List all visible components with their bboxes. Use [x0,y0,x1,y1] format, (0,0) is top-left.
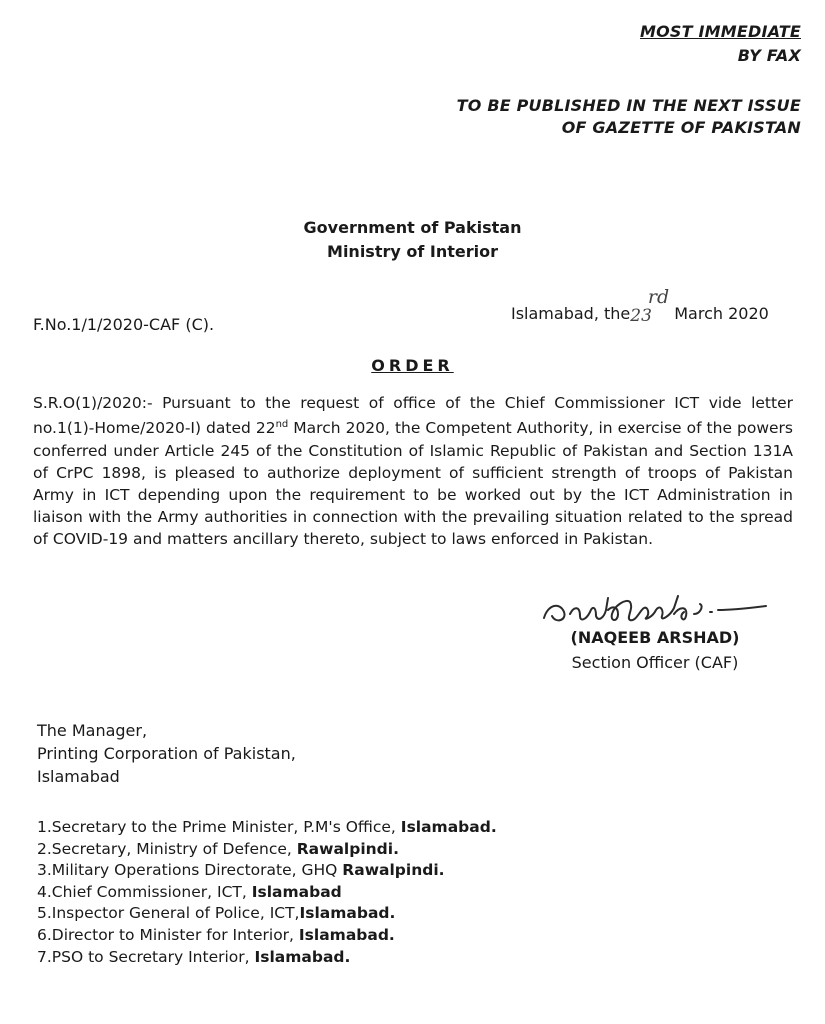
publish-notice-line1: TO BE PUBLISHED IN THE NEXT ISSUE [456,96,801,115]
list-item [37,925,497,947]
addressee-line2: Printing Corporation of Pakistan, [37,744,296,763]
issue-date [511,286,769,326]
list-item-place: Islamabad. [254,947,351,966]
order-heading: ORDER [371,356,454,375]
order-body-part2: March 2020, the Competent Authority, in exercise of the powers conferred under Article 245 of the Constitution of Islamic Republic of Pakistan and Section 131A of CrPC 1898, is pleased to authorize deployment of sufficient strength of troops of Pakistan Army in ICT depending upon the requirement to be worked out by the ICT Administration in liaison with the Army authorities in connection with the prevailing situation related to the spread of COVID-19 and matters ancillary thereto, subject to laws enforced in Pakistan. [33,419,793,549]
list-item-place: Islamabad. [299,904,396,923]
list-item-text: 1.Secretary to the Prime Minister, P.M's Office, [37,818,401,836]
ministry-heading: Ministry of Interior [327,242,498,261]
list-item-place: Islamabad [251,882,342,901]
signature-block [520,592,790,672]
most-immediate-label: MOST IMMEDIATE [640,22,801,41]
list-item-place: Rawalpindi. [296,839,399,858]
order-body-superscript: nd [275,419,289,431]
list-item-text: 6.Director to Minister for Interior, [37,925,299,944]
list-item-place: Rawalpindi. [342,861,445,880]
by-fax-label: BY FAX [737,46,801,65]
list-item [37,882,497,904]
distribution-list [37,817,497,968]
file-number: F.No.1/1/2020-CAF (C). [33,315,215,334]
handwritten-signature [534,592,774,632]
addressee-line3: Islamabad [37,767,120,786]
date-suffix: March 2020 [674,304,769,323]
government-heading: Government of Pakistan [303,218,522,237]
list-item-text: 7.PSO to Secretary Interior, [37,947,255,966]
list-item-text: 5.Inspector General of Police, ICT, [37,904,300,923]
date-day-handwritten: 23 [630,306,652,326]
list-item [37,839,497,861]
signatory-designation: Section Officer (CAF) [571,653,739,672]
addressee-block [37,719,296,788]
list-item-place: Islamabad. [400,818,497,836]
list-item-text: 2.Secretary, Ministry of Defence, [37,839,297,858]
list-item [37,947,497,969]
date-day-suffix-handwritten: rd [647,286,670,308]
list-item-place: Islamabad. [298,925,395,944]
order-body [33,392,793,551]
list-item-text: 4.Chief Commissioner, ICT, [37,882,252,901]
addressee-line1: The Manager, [37,721,148,740]
list-item [37,817,497,839]
list-item [37,903,497,925]
signatory-name: (NAQEEB ARSHAD) [570,628,740,647]
list-item-text: 3.Military Operations Directorate, GHQ [37,861,343,880]
publish-notice-line2: OF GAZETTE OF PAKISTAN [561,118,801,137]
order-body-part1: S.R.O(1)/2020:- Pursuant to the request of office of the Chief Commissioner ICT vide letter no.1(1)-Home/2020-I) dated 22 [33,394,793,438]
date-prefix: Islamabad, the [511,304,631,323]
list-item [37,860,497,882]
